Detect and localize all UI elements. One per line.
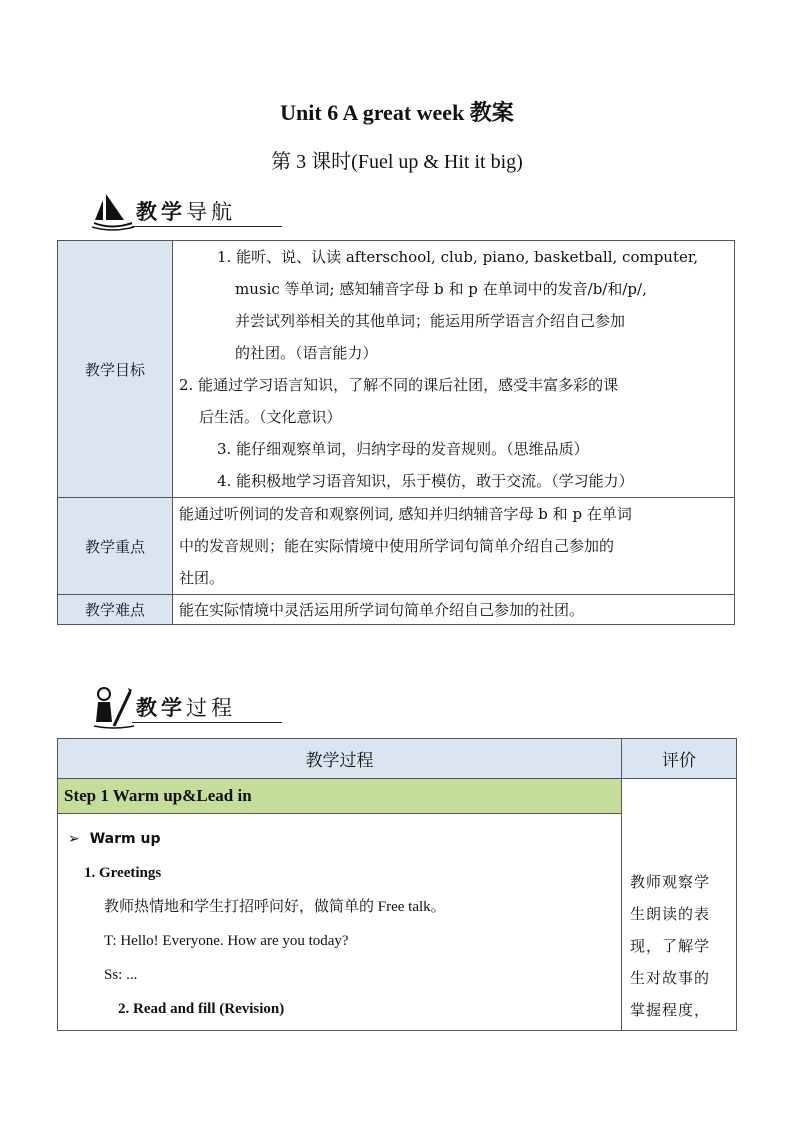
sailboat-icon xyxy=(92,190,136,232)
section-underline xyxy=(132,226,282,227)
section-header-process xyxy=(92,686,282,730)
page-subtitle: 第 3 课时(Fuel up & Hit it big) xyxy=(271,151,523,173)
evaluation-line: 现，了解学 xyxy=(630,937,711,955)
dialog-students: Ss: ... xyxy=(104,967,138,983)
section-header-nav xyxy=(92,190,282,234)
key-points-label: 教学重点 xyxy=(58,498,173,595)
section-title-nav: 教学导航 xyxy=(136,200,236,224)
key-points-cell xyxy=(173,498,735,595)
warmup-bullet: ➢ Warm up xyxy=(68,831,161,847)
greetings-heading: 1. Greetings xyxy=(84,865,162,881)
objective-line: 1. 能听、说、认读 afterschool, club, piano, basketball, computer, xyxy=(217,248,699,266)
objective-line: 并尝试列举相关的其他单词；能运用所学语言介绍自己参加 xyxy=(235,312,626,330)
step1-content xyxy=(58,814,622,1031)
objective-line: 4. 能积极地学习语音知识，乐于模仿，敢于交流。（学习能力） xyxy=(217,472,634,490)
evaluation-line: 生对故事的 xyxy=(630,969,711,987)
evaluation-line: 教师观察学 xyxy=(630,873,711,891)
step1-heading: Step 1 Warm up&Lead in xyxy=(58,779,622,814)
page-title: Unit 6 A great week 教案 xyxy=(280,100,514,125)
evaluation-line: 掌握程度， xyxy=(630,1001,711,1019)
evaluation-column-header: 评价 xyxy=(622,739,737,779)
objective-line: 2. 能通过学习语言知识，了解不同的课后社团，感受丰富多彩的课 xyxy=(179,376,619,394)
section-title-process: 教学过程 xyxy=(136,696,236,720)
difficulty-label: 教学难点 xyxy=(58,595,173,625)
key-point-line: 能通过听例词的发音和观察例词, 感知并归纳辅音字母 b 和 p 在单词 xyxy=(179,505,632,523)
dialog-teacher: T: Hello! Everyone. How are you today? xyxy=(104,933,349,949)
read-fill-heading: 2. Read and fill (Revision) xyxy=(118,1001,285,1017)
objective-line: 3. 能仔细观察单词，归纳字母的发音规则。（思维品质） xyxy=(217,440,589,458)
difficulty-cell: 能在实际情境中灵活运用所学词句简单介绍自己参加的社团。 xyxy=(173,595,735,625)
greetings-description: 教师热情地和学生打招呼问好，做简单的 Free talk。 xyxy=(104,899,446,915)
pencil-figure-icon xyxy=(92,686,136,730)
key-point-line: 社团。 xyxy=(179,569,225,587)
arrow-bullet-icon: ➢ xyxy=(68,831,80,847)
objectives-cell xyxy=(173,241,735,498)
teaching-navigation-table xyxy=(57,240,735,625)
section-underline xyxy=(132,722,282,723)
process-column-header: 教学过程 xyxy=(58,739,622,779)
objective-line: 的社团。（语言能力） xyxy=(235,344,378,362)
objective-line: music 等单词; 感知辅音字母 b 和 p 在单词中的发音/b/和/p/, xyxy=(235,280,647,298)
teaching-process-table xyxy=(57,738,737,1031)
key-point-line: 中的发音规则；能在实际情境中使用所学词句简单介绍自己参加的 xyxy=(179,537,615,555)
evaluation-cell xyxy=(622,779,737,1031)
objective-line: 后生活。（文化意识） xyxy=(199,408,342,426)
evaluation-line: 生朗读的表 xyxy=(630,905,711,923)
objectives-label: 教学目标 xyxy=(58,241,173,498)
